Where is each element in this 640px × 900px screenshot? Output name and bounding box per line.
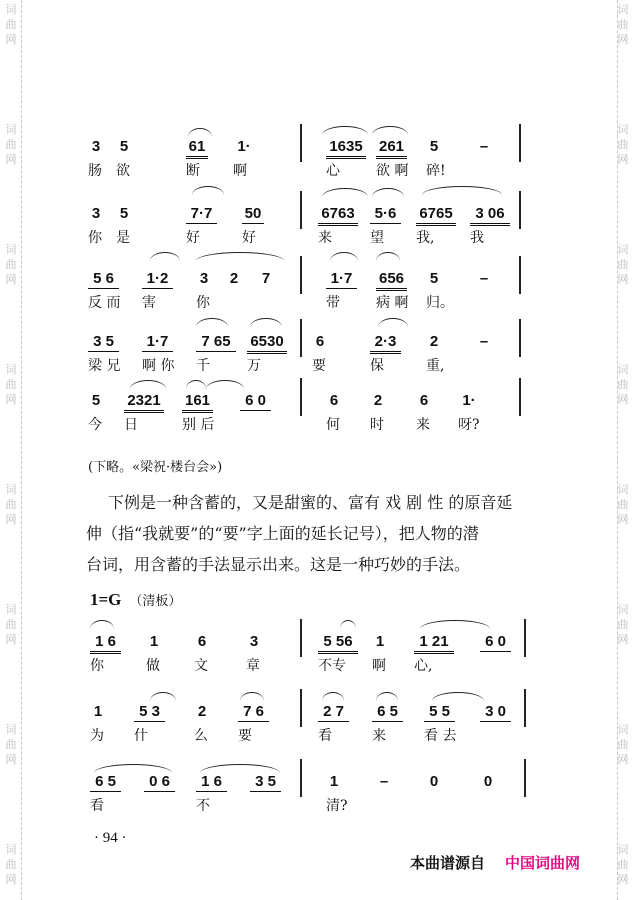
lyric: 来 bbox=[372, 728, 386, 744]
lyric: 看 去 bbox=[424, 728, 457, 744]
note: 6763 bbox=[318, 205, 358, 226]
source-credit bbox=[410, 852, 580, 873]
lyric: 心 bbox=[326, 163, 340, 179]
lyric: 我, bbox=[416, 230, 435, 246]
note: 656 bbox=[376, 270, 407, 291]
slur bbox=[150, 252, 180, 261]
note: 50 bbox=[242, 205, 264, 224]
slur bbox=[322, 188, 368, 197]
note: 1·2 bbox=[142, 270, 173, 289]
watermark-char: 曲 bbox=[617, 378, 629, 391]
watermark-char: 网 bbox=[5, 273, 17, 286]
note: 3 bbox=[91, 138, 101, 155]
note: 0 6 bbox=[144, 773, 175, 792]
tempo-label: （清板） bbox=[129, 594, 182, 609]
note: 5 bbox=[429, 138, 439, 155]
note: 1 bbox=[93, 703, 103, 720]
bar-line bbox=[519, 191, 521, 229]
note: 1635 bbox=[326, 138, 366, 159]
slur bbox=[372, 126, 408, 135]
slur bbox=[432, 692, 484, 701]
note: 7 bbox=[261, 270, 271, 287]
lyric: 时 bbox=[370, 417, 384, 433]
lyric: 好 bbox=[186, 230, 200, 246]
lyric: 肠 bbox=[88, 163, 102, 179]
note: 5 56 bbox=[318, 633, 358, 654]
note: 5 6 bbox=[88, 270, 119, 289]
note: 1·7 bbox=[142, 333, 173, 352]
note: 1· bbox=[237, 138, 251, 155]
watermark-char: 词 bbox=[5, 123, 17, 136]
lyric: 看 bbox=[90, 798, 104, 814]
watermark-char: 网 bbox=[5, 33, 17, 46]
slur bbox=[340, 620, 356, 629]
note: 61 bbox=[186, 138, 208, 159]
lyric: 呀? bbox=[458, 417, 480, 433]
bar-line bbox=[300, 378, 302, 416]
note: 3 5 bbox=[88, 333, 119, 352]
note: 6 0 bbox=[480, 633, 511, 652]
lyric: 重, bbox=[426, 358, 445, 374]
bar-line bbox=[300, 689, 302, 727]
bar-line bbox=[524, 759, 526, 797]
watermark-char: 网 bbox=[617, 633, 629, 646]
note: 5 bbox=[429, 270, 439, 287]
lyric: 章 bbox=[246, 658, 260, 674]
lyric: 欲 啊 bbox=[376, 163, 409, 179]
note: 6765 bbox=[416, 205, 456, 226]
watermark-char: 词 bbox=[617, 843, 629, 856]
bar-line bbox=[300, 319, 302, 357]
bar-line bbox=[300, 124, 302, 162]
bar-line bbox=[524, 689, 526, 727]
note: 6 bbox=[315, 333, 325, 350]
lyric: 啊 bbox=[233, 163, 247, 179]
bar-line bbox=[519, 256, 521, 294]
note: 5 bbox=[119, 138, 129, 155]
watermark-char: 曲 bbox=[617, 18, 629, 31]
paragraph-line: 台词，用含蓄的手法显示出来。这是一种巧妙的手法。 bbox=[86, 555, 471, 574]
lyric: 要 bbox=[312, 358, 326, 374]
divider-right bbox=[617, 0, 618, 900]
watermark-char: 曲 bbox=[5, 858, 17, 871]
source-site[interactable]: 中国词曲网 bbox=[505, 854, 581, 872]
bar-line bbox=[300, 759, 302, 797]
key-label: 1=G bbox=[90, 590, 122, 609]
note: 161 bbox=[182, 392, 213, 413]
note: 5 bbox=[119, 205, 129, 222]
note: 3 bbox=[199, 270, 209, 287]
watermark-char: 网 bbox=[5, 393, 17, 406]
bar-line bbox=[519, 378, 521, 416]
watermark-char: 网 bbox=[617, 153, 629, 166]
note: 2321 bbox=[124, 392, 164, 413]
note: 3 06 bbox=[470, 205, 510, 226]
lyric: 断 bbox=[186, 163, 200, 179]
note: 1 6 bbox=[196, 773, 227, 792]
lyric: 啊 你 bbox=[142, 358, 175, 374]
note: 3 bbox=[91, 205, 101, 222]
watermark-char: 词 bbox=[5, 243, 17, 256]
lyric: 欲 bbox=[116, 163, 130, 179]
lyric: 什 bbox=[134, 728, 148, 744]
watermark-char: 词 bbox=[5, 363, 17, 376]
watermark-char: 词 bbox=[5, 603, 17, 616]
bar-line bbox=[519, 124, 521, 162]
lyric: 做 bbox=[146, 658, 160, 674]
lyric: 不 bbox=[196, 798, 210, 814]
slur bbox=[196, 318, 228, 327]
note: – bbox=[379, 773, 389, 790]
watermark-char: 曲 bbox=[617, 618, 629, 631]
note: 2·3 bbox=[370, 333, 401, 354]
note: 6 0 bbox=[240, 392, 271, 411]
slur bbox=[322, 126, 368, 135]
note: 6 5 bbox=[90, 773, 121, 792]
note: – bbox=[479, 270, 489, 287]
lyric: 日 bbox=[124, 417, 138, 433]
watermark-char: 词 bbox=[5, 843, 17, 856]
slur bbox=[206, 380, 244, 389]
lyric: 别 后 bbox=[182, 417, 215, 433]
lyric: 来 bbox=[318, 230, 332, 246]
lyric: 清? bbox=[326, 798, 348, 814]
lyric: 为 bbox=[90, 728, 104, 744]
lyric: 来 bbox=[416, 417, 430, 433]
slur bbox=[240, 692, 264, 701]
note: 6 bbox=[329, 392, 339, 409]
lyric: 何 bbox=[326, 417, 340, 433]
watermark-char: 曲 bbox=[5, 18, 17, 31]
lyric: 望 bbox=[370, 230, 384, 246]
watermark-char: 曲 bbox=[617, 258, 629, 271]
note: 6 bbox=[419, 392, 429, 409]
slur bbox=[420, 620, 490, 629]
slur bbox=[90, 620, 114, 629]
paragraph-line: 下例是一种含蓄的，又是甜蜜的、富有 戏 剧 性 的原音延 bbox=[108, 493, 513, 512]
lyric: 看 bbox=[318, 728, 332, 744]
page-number: · 94 · bbox=[94, 830, 127, 846]
watermark-char: 词 bbox=[617, 243, 629, 256]
lyric: 万 bbox=[247, 358, 261, 374]
slur bbox=[322, 692, 344, 701]
slur bbox=[378, 318, 408, 327]
bar-line bbox=[300, 619, 302, 657]
note: 6 bbox=[197, 633, 207, 650]
note: 3 0 bbox=[480, 703, 511, 722]
lyric: 心, bbox=[414, 658, 433, 674]
slur bbox=[250, 318, 282, 327]
note: 1 bbox=[329, 773, 339, 790]
note: 2 bbox=[373, 392, 383, 409]
watermark-char: 曲 bbox=[617, 498, 629, 511]
note: – bbox=[479, 333, 489, 350]
note: 2 bbox=[429, 333, 439, 350]
lyric: 你 bbox=[196, 295, 210, 311]
lyric: 千 bbox=[196, 358, 210, 374]
watermark-char: 词 bbox=[5, 3, 17, 16]
watermark-char: 网 bbox=[617, 753, 629, 766]
bar-line bbox=[300, 191, 302, 229]
slur bbox=[200, 764, 280, 773]
body-paragraph bbox=[86, 487, 541, 580]
watermark-char: 曲 bbox=[5, 138, 17, 151]
note: – bbox=[479, 138, 489, 155]
bar-line bbox=[519, 319, 521, 357]
caption: (下略。«梁祝·楼台会») bbox=[88, 460, 223, 475]
note: 5 5 bbox=[424, 703, 455, 722]
lyric: 病 啊 bbox=[376, 295, 409, 311]
watermark-char: 曲 bbox=[5, 498, 17, 511]
note: 1 21 bbox=[414, 633, 454, 654]
note: 5 3 bbox=[134, 703, 165, 722]
watermark-char: 曲 bbox=[617, 738, 629, 751]
note: 7 6 bbox=[238, 703, 269, 722]
note: 5·6 bbox=[370, 205, 401, 224]
slur bbox=[130, 380, 166, 389]
slur bbox=[192, 186, 224, 195]
note: 2 bbox=[197, 703, 207, 720]
slur bbox=[422, 186, 502, 195]
watermark-char: 曲 bbox=[617, 858, 629, 871]
watermark-char: 网 bbox=[617, 393, 629, 406]
watermark-char: 网 bbox=[5, 513, 17, 526]
lyric: 好 bbox=[242, 230, 256, 246]
note: 3 bbox=[249, 633, 259, 650]
slur bbox=[150, 692, 176, 701]
note: 261 bbox=[376, 138, 407, 159]
watermark-char: 词 bbox=[617, 363, 629, 376]
watermark-char: 词 bbox=[5, 723, 17, 736]
lyric: 我 bbox=[470, 230, 484, 246]
lyric: 是 bbox=[116, 230, 130, 246]
watermark-right bbox=[612, 0, 636, 900]
source-label: 本曲谱源自 bbox=[410, 854, 486, 872]
note: 3 5 bbox=[250, 773, 281, 792]
watermark-char: 网 bbox=[617, 273, 629, 286]
note: 7·7 bbox=[186, 205, 217, 224]
note: 1·7 bbox=[326, 270, 357, 289]
watermark-char: 曲 bbox=[5, 618, 17, 631]
watermark-char: 网 bbox=[617, 513, 629, 526]
note: 1· bbox=[462, 392, 476, 409]
slur bbox=[186, 380, 206, 389]
watermark-char: 词 bbox=[617, 723, 629, 736]
divider-left bbox=[21, 0, 22, 900]
paragraph-line: 伸（指“我就要”的“要”字上面的延长记号），把人物的潜 bbox=[86, 524, 479, 543]
lyric: 啊 bbox=[372, 658, 386, 674]
lyric: 文 bbox=[194, 658, 208, 674]
lyric: 反 而 bbox=[88, 295, 121, 311]
watermark-char: 网 bbox=[617, 873, 629, 886]
slur bbox=[376, 252, 400, 261]
lyric: 今 bbox=[88, 417, 102, 433]
note: 6 5 bbox=[372, 703, 403, 722]
lyric: 你 bbox=[88, 230, 102, 246]
lyric: 归。 bbox=[426, 295, 454, 311]
watermark-char: 词 bbox=[5, 483, 17, 496]
watermark-char: 词 bbox=[617, 483, 629, 496]
note: 2 7 bbox=[318, 703, 349, 722]
watermark-char: 网 bbox=[5, 633, 17, 646]
watermark-char: 词 bbox=[617, 3, 629, 16]
slur bbox=[330, 252, 358, 261]
note: 5 bbox=[91, 392, 101, 409]
lyric: 保 bbox=[370, 358, 384, 374]
slur bbox=[196, 252, 284, 261]
watermark-char: 词 bbox=[617, 123, 629, 136]
note: 6530 bbox=[247, 333, 287, 354]
lyric: 不专 bbox=[318, 658, 346, 674]
watermark-char: 曲 bbox=[5, 378, 17, 391]
note: 1 bbox=[375, 633, 385, 650]
note: 7 65 bbox=[196, 333, 236, 352]
watermark-char: 网 bbox=[5, 873, 17, 886]
note: 0 bbox=[429, 773, 439, 790]
watermark-char: 曲 bbox=[5, 738, 17, 751]
note: 2 bbox=[229, 270, 239, 287]
lyric: 你 bbox=[90, 658, 104, 674]
lyric: 要 bbox=[238, 728, 252, 744]
watermark-char: 词 bbox=[617, 603, 629, 616]
slur bbox=[188, 128, 212, 137]
note: 0 bbox=[483, 773, 493, 790]
watermark-char: 网 bbox=[617, 33, 629, 46]
lyric: 碎! bbox=[426, 163, 446, 179]
lyric: 么 bbox=[194, 728, 208, 744]
watermark-char: 网 bbox=[5, 153, 17, 166]
watermark-char: 曲 bbox=[5, 258, 17, 271]
bar-line bbox=[524, 619, 526, 657]
slur bbox=[94, 764, 172, 773]
lyric: 带 bbox=[326, 295, 340, 311]
slur bbox=[376, 692, 398, 701]
watermark-char: 曲 bbox=[617, 138, 629, 151]
lyric: 害 bbox=[142, 295, 156, 311]
key-signature bbox=[90, 590, 181, 610]
note: 1 6 bbox=[90, 633, 121, 654]
watermark-char: 网 bbox=[5, 753, 17, 766]
lyric: 梁 兄 bbox=[88, 358, 121, 374]
note: 1 bbox=[149, 633, 159, 650]
slur bbox=[372, 188, 404, 197]
bar-line bbox=[300, 256, 302, 294]
